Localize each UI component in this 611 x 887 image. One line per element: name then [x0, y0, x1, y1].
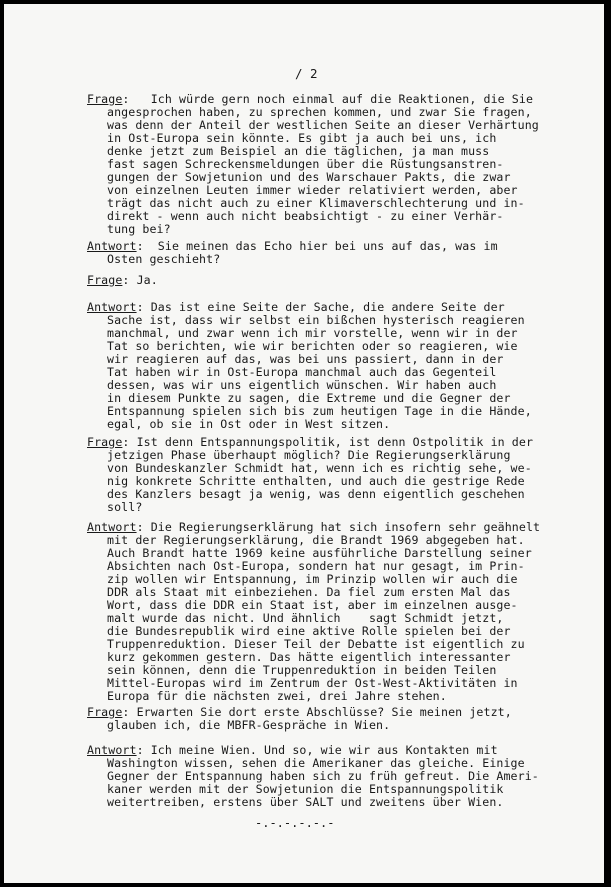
text-line: Truppenreduktion. Dieser Teil der Debatte ist eigentlich zu	[107, 637, 525, 651]
first-line-text: : Ja.	[122, 273, 158, 287]
text-line: Europa für die nächsten zwei, drei Jahre stehen.	[107, 689, 447, 703]
text-line: Gegner der Entspannung haben sich zu früh gefreut. Die Ameri-	[107, 769, 539, 783]
text-line: tung bei?	[107, 222, 171, 236]
first-line-text: : Erwarten Sie dort erste Abschlüsse? Sie meinen jetzt,	[122, 705, 512, 719]
text-line: was denn der Anteil der westlichen Seite an dieser Verhärtung	[107, 118, 539, 132]
text-line: trägt das nicht auch zu einer Klimaverschlechterung und in-	[107, 196, 525, 210]
text-line: wir reagieren auf das, was bei uns passiert, dann in der	[107, 352, 504, 366]
text-line: von Bundeskanzler Schmidt hat, wenn ich es richtig sehe, we-	[107, 461, 532, 475]
text-line: Wort, dass die DDR ein Staat ist, aber im einzelnen ausge-	[107, 598, 518, 612]
first-line-text: : Ich meine Wien. Und so, wie wir aus Kontakten mit	[136, 743, 498, 757]
speaker-label: Frage	[87, 435, 123, 449]
speaker-label: Antwort	[87, 300, 137, 314]
text-line: Entspannung spielen sich bis zum heutigen Tage in die Hände,	[107, 404, 532, 418]
text-line: Mittel-Europas wird im Zentrum der Ost-West-Aktivitäten in	[107, 676, 518, 690]
text-line: kurz gekommen gestern. Das hätte eigentlich interessanter	[107, 650, 511, 664]
text-line: Tat haben wir in Ost-Europa manchmal auch das Gegenteil	[107, 365, 497, 379]
first-line-text: : Ist denn Entspannungspolitik, ist denn Ostpolitik in der	[122, 435, 534, 449]
text-line: Sache ist, dass wir selbst ein bißchen hysterisch reagieren	[107, 313, 525, 327]
text-line: Tat so berichten, wie wir berichten oder so reagieren, wie	[107, 339, 518, 353]
text-line: egal, ob sie in Ost oder in West sitzen.	[107, 417, 391, 431]
text-line: mit der Regierungserklärung, die Brandt 1969 abgegeben hat.	[107, 533, 525, 547]
text-line: weitertreiben, erstens über SALT und zweitens über Wien.	[107, 795, 504, 809]
text-line: gungen der Sowjetunion und des Warschauer Pakts, die zwar	[107, 170, 511, 184]
text-line: angesprochen haben, zu sprechen kommen, und zwar Sie fragen,	[107, 105, 532, 119]
text-line: direkt - wenn auch nicht beabsichtigt - zu einer Verhär-	[107, 209, 504, 223]
text-line: jetzigen Phase überhaupt möglich? Die Regierungserklärung	[107, 448, 511, 462]
text-line: die Bundesrepublik wird eine aktive Rolle spielen bei der	[107, 624, 511, 638]
text-line: Osten geschieht?	[107, 252, 221, 266]
first-line-text: : Ich würde gern noch einmal auf die Reaktionen, die Sie	[122, 92, 534, 106]
text-line: glauben ich, die MBFR-Gespräche in Wien.	[107, 718, 391, 732]
page-number: / 2	[295, 66, 318, 81]
text-line: in Ost-Europa sein könnte. Es gibt ja auch bei uns, ich	[107, 131, 497, 145]
speaker-label: Frage	[87, 92, 123, 106]
text-line: nig konkrete Schritte enthalten, und auch die gestrige Rede	[107, 474, 525, 488]
speaker-label: Frage	[87, 705, 123, 719]
text-line: dessen, was wir uns eigentlich wünschen. Wir haben auch	[107, 378, 497, 392]
text-line: des Kanzlers besagt ja wenig, was denn eigentlich geschehen	[107, 487, 525, 501]
text-line: sein können, denn die Truppenreduktion in beiden Teilen	[107, 663, 497, 677]
first-line-text: : Die Regierungserklärung hat sich insofern sehr geähnelt	[136, 520, 541, 534]
text-line: Washington wissen, sehen die Amerikaner das gleiche. Einige	[107, 756, 525, 770]
text-line: fast sagen Schreckensmeldungen über die Rüstungsanstren-	[107, 157, 504, 171]
first-line-text: : Sie meinen das Echo hier bei uns auf das, was im	[136, 239, 498, 253]
text-line: manchmal, und zwar wenn ich mir vorstelle, wenn wir in der	[107, 326, 518, 340]
text-line: DDR als Staat mit einbeziehen. Da fiel zum ersten Mal das	[107, 585, 511, 599]
text-line: kaner werden mit der Sowjetunion die Entspannungspolitik	[107, 782, 504, 796]
end-separator: -.-.-.-.-.-	[255, 816, 335, 830]
text-line: von einzelnen Leuten immer wieder relativiert werden, aber	[107, 183, 518, 197]
text-line: soll?	[107, 500, 143, 514]
speaker-label: Frage	[87, 273, 123, 287]
text-line: malt wurde das nicht. Und ähnlich sagt Schmidt jetzt,	[107, 611, 504, 625]
speaker-label: Antwort	[87, 239, 137, 253]
text-line: denke jetzt zum Beispiel an die täglichen, ja man muss	[107, 144, 490, 158]
first-line	[87, 274, 158, 287]
text-line: Auch Brandt hatte 1969 keine ausführliche Darstellung seiner	[107, 546, 532, 560]
first-line-text: : Das ist eine Seite der Sache, die andere Seite der	[136, 300, 505, 314]
speaker-label: Antwort	[87, 520, 137, 534]
text-line: in diesem Punkte zu sagen, die Extreme und die Gegner der	[107, 391, 511, 405]
text-line: zip wollen wir Entspannung, im Prinzip wollen wir auch die	[107, 572, 518, 586]
document-page	[4, 4, 604, 883]
speaker-label: Antwort	[87, 743, 137, 757]
text-line: Absichten nach Ost-Europa, sondern hat nur gesagt, im Prin-	[107, 559, 525, 573]
